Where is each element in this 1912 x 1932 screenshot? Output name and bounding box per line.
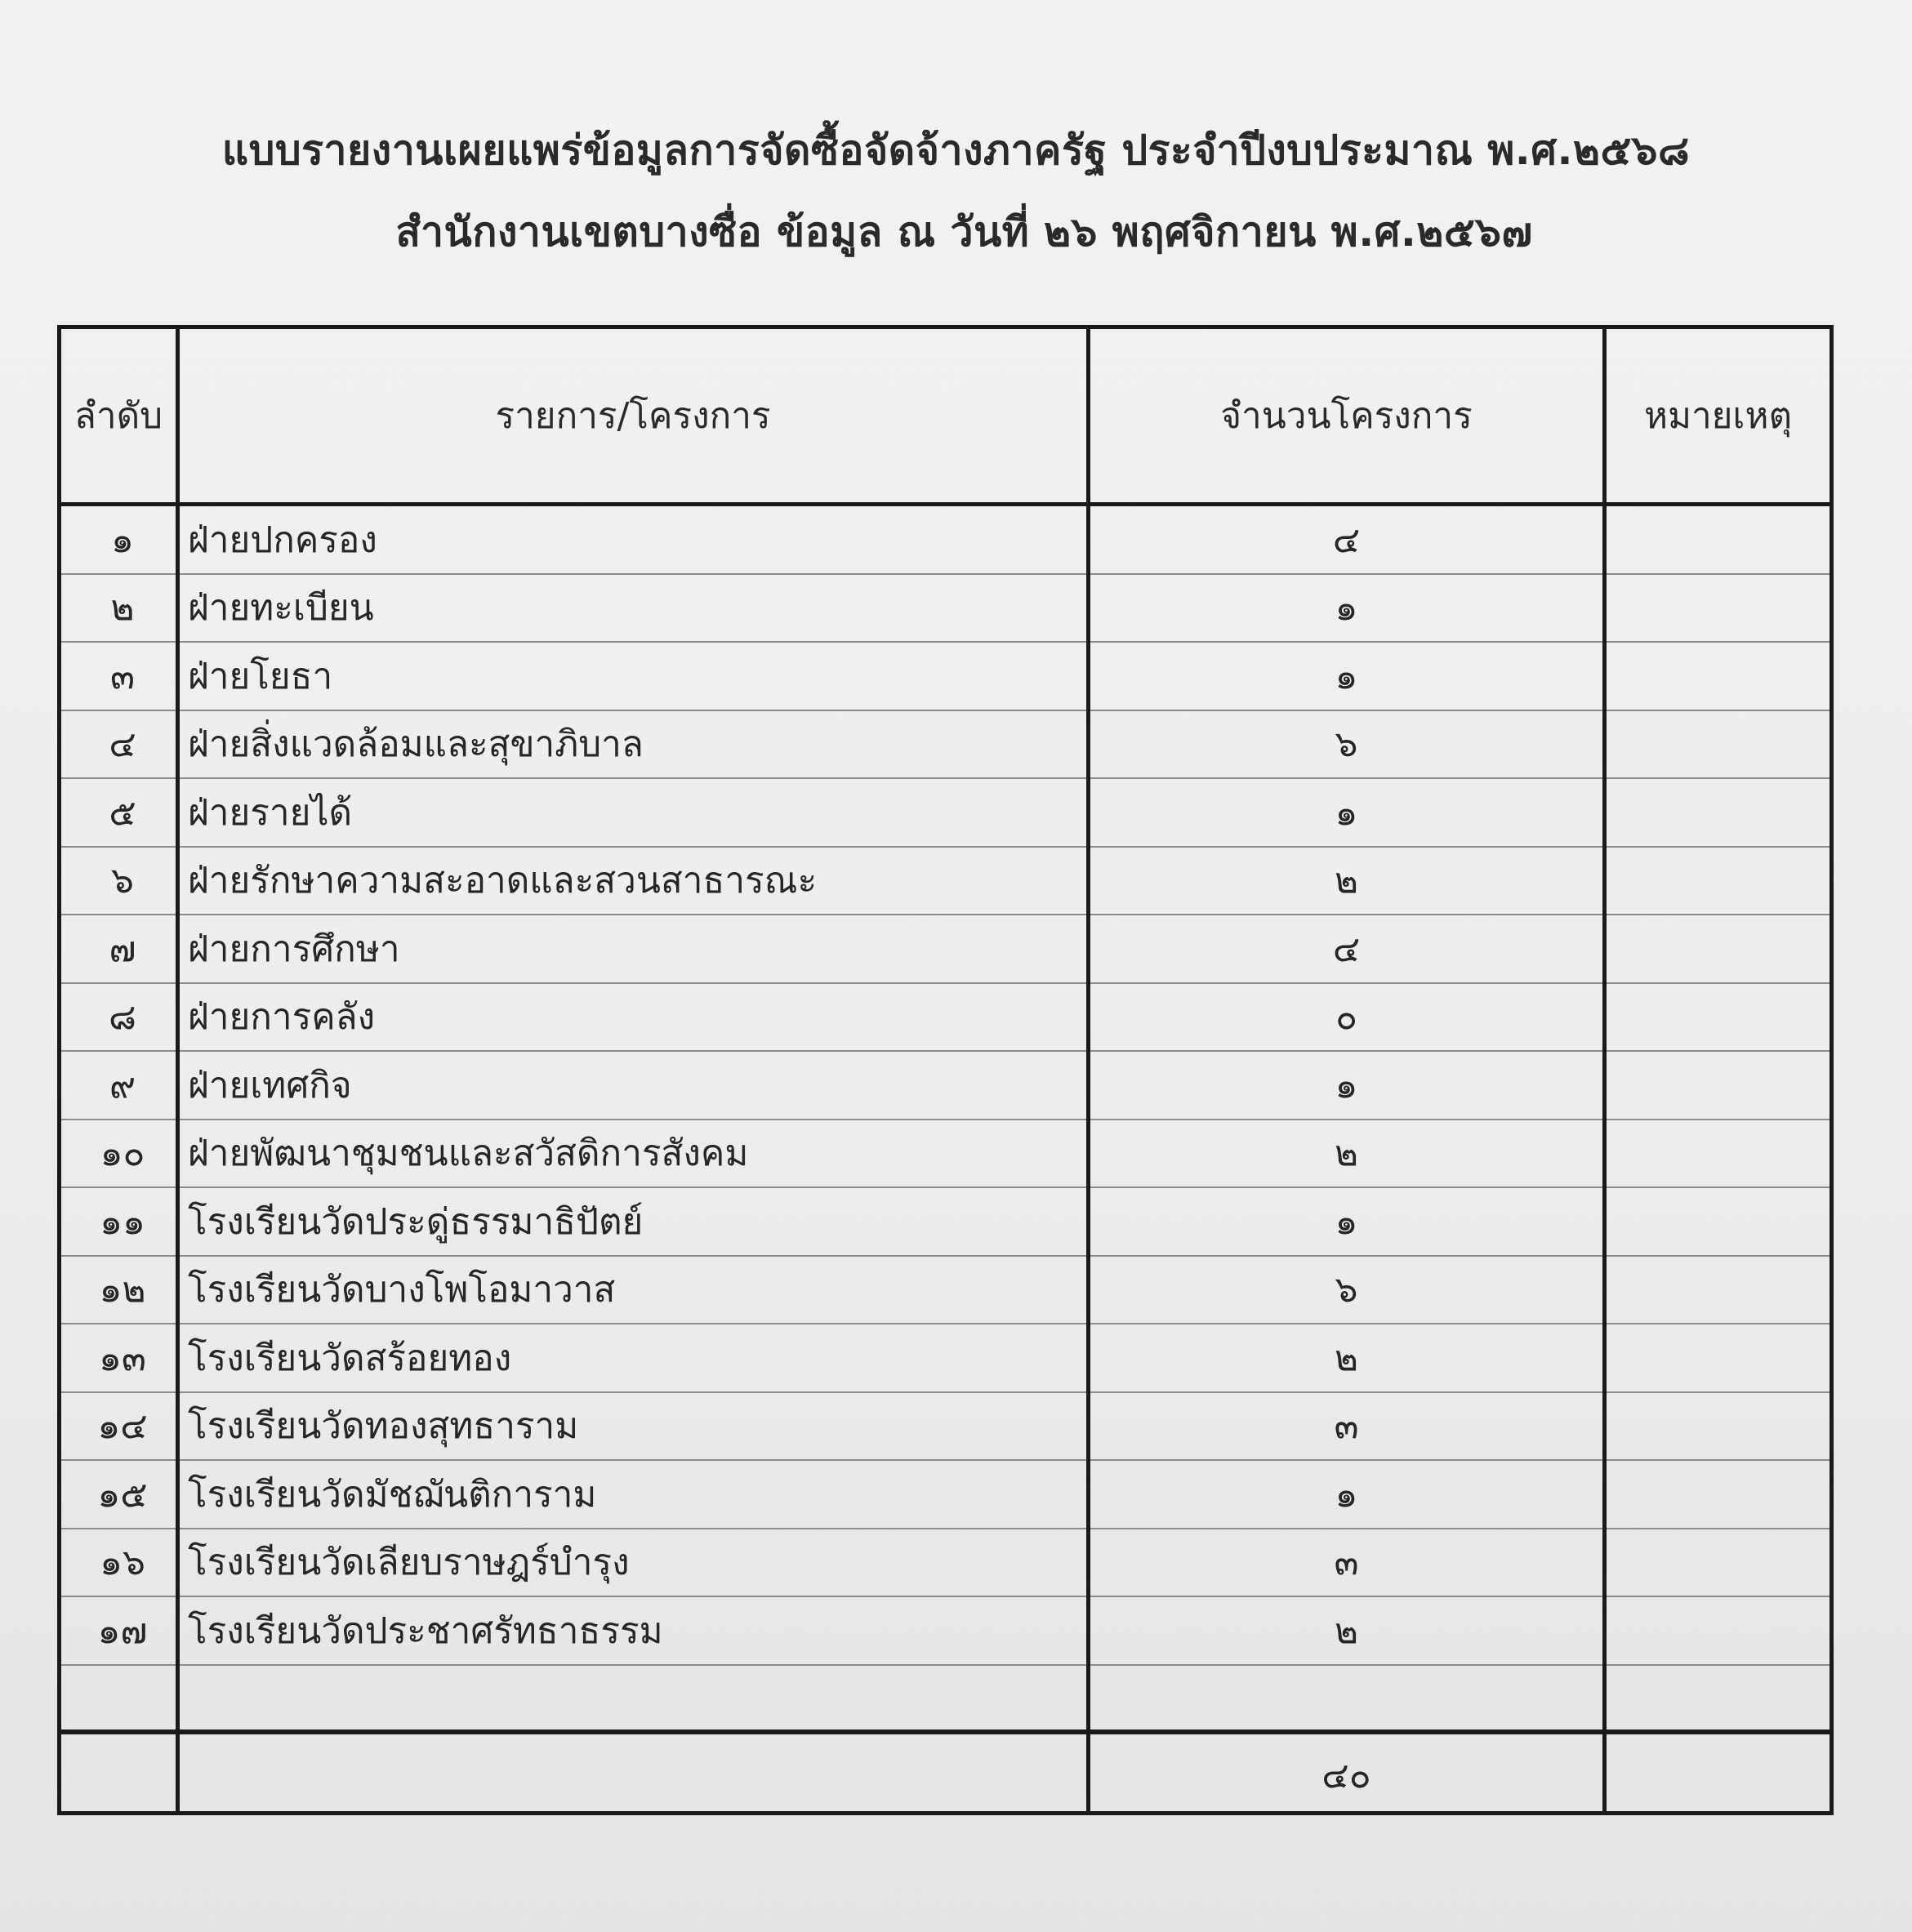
row-count: ๑: [1089, 778, 1605, 847]
table-header-row: [60, 327, 1832, 505]
row-remark: [1605, 1596, 1832, 1665]
blank-cell: [1089, 1665, 1605, 1732]
row-count: ๒: [1089, 1324, 1605, 1392]
row-number: ๑๑: [60, 1187, 178, 1256]
row-item: ฝ่ายการศึกษา: [178, 915, 1089, 983]
row-item: ฝ่ายทะเบียน: [178, 574, 1089, 643]
row-remark: [1605, 505, 1832, 574]
row-number: ๖: [60, 847, 178, 915]
row-count: ๓: [1089, 1392, 1605, 1461]
row-remark: [1605, 983, 1832, 1052]
row-count: ๓: [1089, 1529, 1605, 1597]
row-number: ๑: [60, 505, 178, 574]
row-item: ฝ่ายโยธา: [178, 642, 1089, 710]
column-header-count: จำนวนโครงการ: [1089, 327, 1605, 505]
table-row: [60, 642, 1832, 710]
row-item: ฝ่ายพัฒนาชุมชนและสวัสดิการสังคม: [178, 1120, 1089, 1188]
row-count: ๖: [1089, 710, 1605, 779]
row-remark: [1605, 915, 1832, 983]
procurement-table: [57, 325, 1834, 1815]
row-number: ๙: [60, 1051, 178, 1120]
column-header-item: รายการ/โครงการ: [178, 327, 1089, 505]
total-count: ๔๐: [1089, 1732, 1605, 1814]
row-item: โรงเรียนวัดบางโพโอมาวาส: [178, 1256, 1089, 1324]
row-remark: [1605, 1187, 1832, 1256]
total-empty-cell: [178, 1732, 1089, 1814]
row-number: ๕: [60, 778, 178, 847]
table-row: [60, 1596, 1832, 1665]
total-empty-cell: [1605, 1732, 1832, 1814]
row-item: ฝ่ายการคลัง: [178, 983, 1089, 1052]
total-row: [60, 1732, 1832, 1814]
report-subtitle: สำนักงานเขตบางซื่อ ข้อมูล ณ วันที่ ๒๖ พฤศจิกายน พ.ศ.๒๕๖๗: [395, 208, 1533, 256]
table-row: [60, 915, 1832, 983]
table-row: [60, 1051, 1832, 1120]
column-header-no: ลำดับ: [60, 327, 178, 505]
report-title: แบบรายงานเผยแพร่ข้อมูลการจัดซื้อจัดจ้างภาครัฐ ประจำปีงบประมาณ พ.ศ.๒๕๖๘: [221, 127, 1691, 174]
blank-cell: [178, 1665, 1089, 1732]
row-number: ๑๖: [60, 1529, 178, 1597]
table-row: [60, 574, 1832, 643]
table-row: [60, 1187, 1832, 1256]
row-remark: [1605, 1529, 1832, 1597]
row-count: ๔: [1089, 915, 1605, 983]
table-row: [60, 1529, 1832, 1597]
row-count: ๖: [1089, 1256, 1605, 1324]
row-remark: [1605, 1256, 1832, 1324]
row-item: โรงเรียนวัดเลียบราษฎร์บำรุง: [178, 1529, 1089, 1597]
row-item: โรงเรียนวัดทองสุทธาราม: [178, 1392, 1089, 1461]
row-item: ฝ่ายรายได้: [178, 778, 1089, 847]
row-count: ๑: [1089, 642, 1605, 710]
row-number: ๑๕: [60, 1460, 178, 1529]
row-item: โรงเรียนวัดมัชฌันติการาม: [178, 1460, 1089, 1529]
row-count: ๔: [1089, 505, 1605, 574]
row-remark: [1605, 1460, 1832, 1529]
row-count: ๑: [1089, 1187, 1605, 1256]
table-row: [60, 847, 1832, 915]
row-remark: [1605, 778, 1832, 847]
row-number: ๘: [60, 983, 178, 1052]
row-count: ๒: [1089, 1120, 1605, 1188]
row-count: ๑: [1089, 1051, 1605, 1120]
row-item: ฝ่ายสิ่งแวดล้อมและสุขาภิบาล: [178, 710, 1089, 779]
row-item: โรงเรียนวัดประดู่ธรรมาธิปัตย์: [178, 1187, 1089, 1256]
row-count: ๐: [1089, 983, 1605, 1052]
table-row: [60, 1392, 1832, 1461]
row-number: ๑๐: [60, 1120, 178, 1188]
row-number: ๑๔: [60, 1392, 178, 1461]
blank-row: [60, 1665, 1832, 1732]
blank-cell: [60, 1665, 178, 1732]
row-count: ๑: [1089, 1460, 1605, 1529]
row-count: ๒: [1089, 1596, 1605, 1665]
row-number: ๑๗: [60, 1596, 178, 1665]
row-remark: [1605, 1324, 1832, 1392]
total-empty-cell: [60, 1732, 178, 1814]
table-body: [60, 505, 1832, 1814]
row-item: ฝ่ายปกครอง: [178, 505, 1089, 574]
row-remark: [1605, 1051, 1832, 1120]
blank-cell: [1605, 1665, 1832, 1732]
row-item: ฝ่ายเทศกิจ: [178, 1051, 1089, 1120]
row-remark: [1605, 1120, 1832, 1188]
row-number: ๒: [60, 574, 178, 643]
row-number: ๑๓: [60, 1324, 178, 1392]
row-remark: [1605, 642, 1832, 710]
row-remark: [1605, 574, 1832, 643]
table-row: [60, 1460, 1832, 1529]
row-remark: [1605, 847, 1832, 915]
row-item: ฝ่ายรักษาความสะอาดและสวนสาธารณะ: [178, 847, 1089, 915]
row-item: โรงเรียนวัดสร้อยทอง: [178, 1324, 1089, 1392]
table-row: [60, 1324, 1832, 1392]
row-number: ๗: [60, 915, 178, 983]
column-header-remark: หมายเหตุ: [1605, 327, 1832, 505]
row-count: ๒: [1089, 847, 1605, 915]
table-row: [60, 1120, 1832, 1188]
table-row: [60, 778, 1832, 847]
row-remark: [1605, 710, 1832, 779]
row-count: ๑: [1089, 574, 1605, 643]
table-row: [60, 710, 1832, 779]
table-row: [60, 983, 1832, 1052]
row-number: ๔: [60, 710, 178, 779]
row-number: ๓: [60, 642, 178, 710]
row-item: โรงเรียนวัดประชาศรัทธาธรรม: [178, 1596, 1089, 1665]
table-row: [60, 505, 1832, 574]
row-remark: [1605, 1392, 1832, 1461]
row-number: ๑๒: [60, 1256, 178, 1324]
table-row: [60, 1256, 1832, 1324]
